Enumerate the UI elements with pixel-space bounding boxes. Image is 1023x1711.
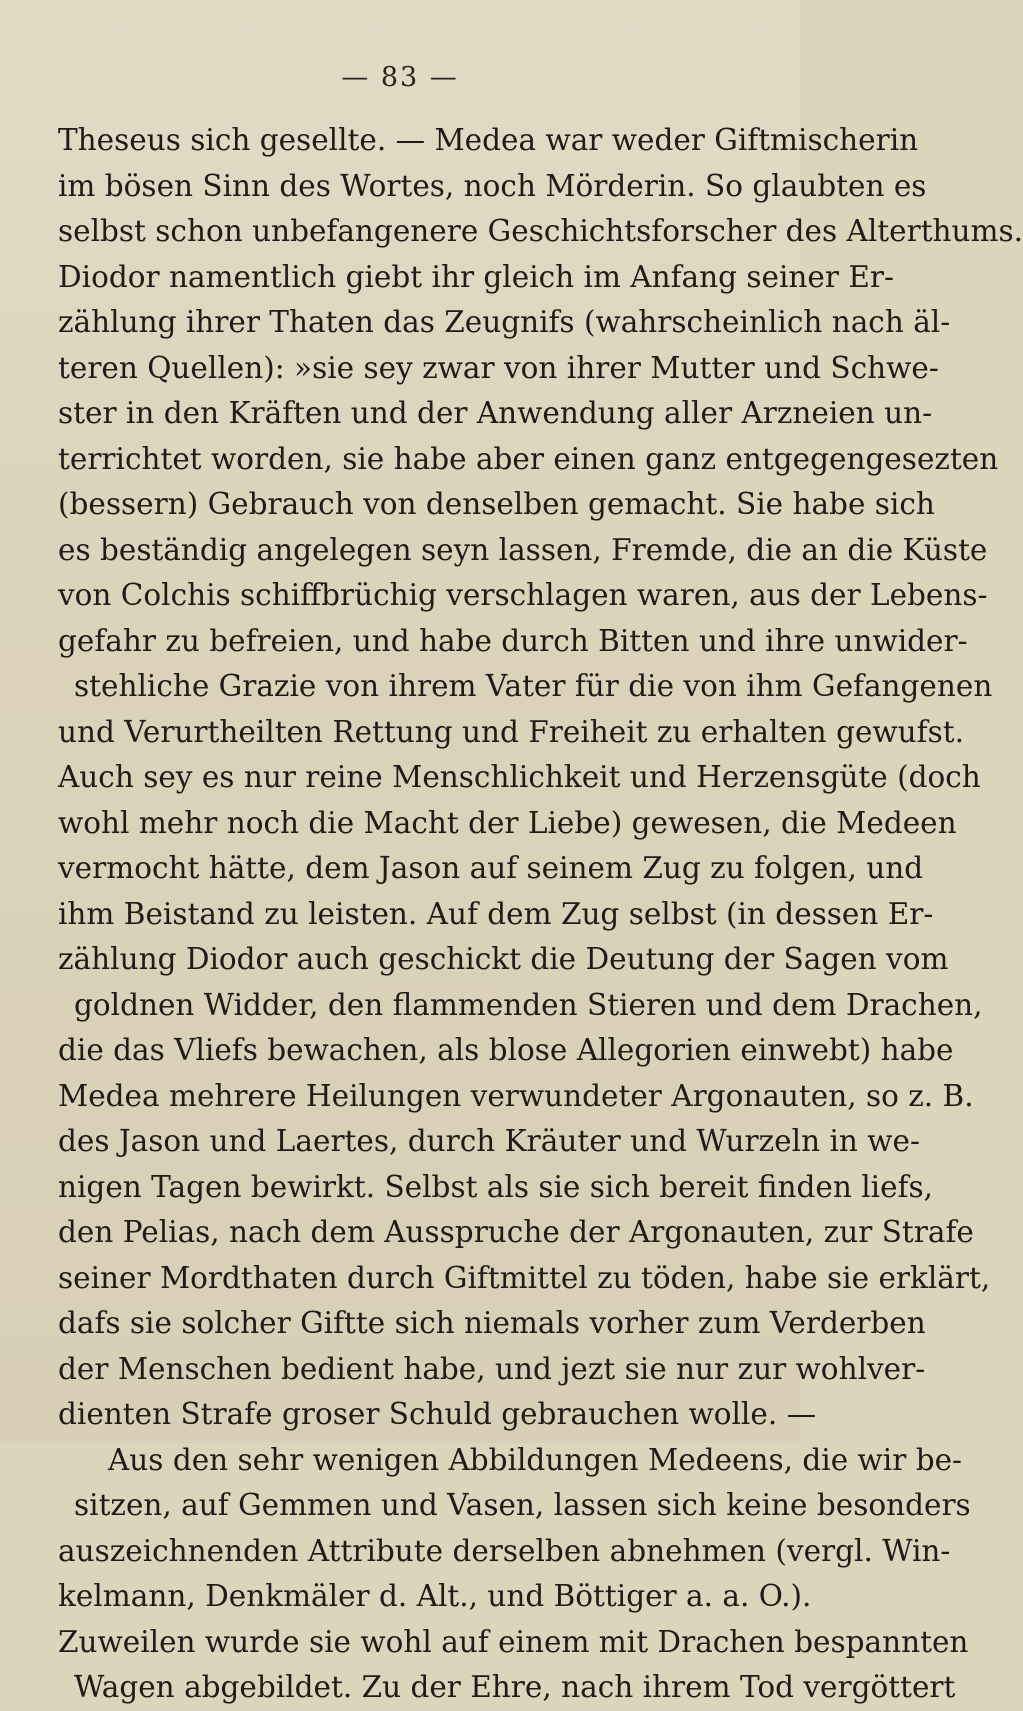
text-line: ihm Beistand zu leisten. Auf dem Zug selbst (in dessen Er- <box>58 896 934 931</box>
text-line: Theseus sich gesellte. — Medea war weder Giftmischerin <box>58 123 919 157</box>
text-line: (bessern) Gebrauch von denselben gemacht. Sie habe sich <box>58 487 935 521</box>
text-line: Zuweilen wurde sie wohl auf einem mit Drachen bespannten <box>58 1624 969 1659</box>
text-line: terrichtet worden, sie habe aber einen ganz entgegengesezten <box>58 441 999 476</box>
text-line: Wagen abgebildet. Zu der Ehre, nach ihrem Tod vergöttert <box>74 1670 956 1704</box>
text-line: zählung ihrer Thaten das Zeugnifs (wahrscheinlich nach äl- <box>58 305 951 339</box>
text-line: sitzen, auf Gemmen und Vasen, lassen sich keine besonders <box>74 1488 971 1522</box>
text-line: wohl mehr noch die Macht der Liebe) gewesen, die Medeen <box>58 805 957 840</box>
text-line: im bösen Sinn des Wortes, noch Mörderin. So glaubten es <box>58 168 927 203</box>
text-line: gefahr zu befreien, und habe durch Bitten und ihre unwider- <box>58 623 968 658</box>
text-line: zählung Diodor auch geschickt die Deutung der Sagen vom <box>58 942 949 976</box>
text-line: es beständig angelegen seyn lassen, Fremde, die an die Küste <box>58 532 988 567</box>
body-text <box>58 118 1023 1711</box>
text-line: ster in den Kräften und der Anwendung aller Arzneien un- <box>58 396 933 430</box>
text-line: kelmann, Denkmäler d. Alt., und Böttiger a. a. O.). <box>58 1579 812 1613</box>
text-line: des Jason und Laertes, durch Kräuter und Wurzeln in we- <box>58 1124 920 1158</box>
text-line: goldnen Widder, den flammenden Stieren und dem Drachen, <box>74 987 983 1022</box>
text-line: Medea mehrere Heilungen verwundeter Argonauten, so z. B. <box>58 1078 974 1113</box>
text-line: selbst schon unbefangenere Geschichtsforscher des Alterthums. <box>58 214 1023 248</box>
text-line: dafs sie solcher Giftte sich niemals vorher zum Verderben <box>58 1306 926 1340</box>
text-line: Aus den sehr wenigen Abbildungen Medeens, die wir be- <box>108 1442 963 1477</box>
text-line: Auch sey es nur reine Menschlichkeit und Herzensgüte (doch <box>58 760 981 794</box>
text-line: teren Quellen): »sie sey zwar von ihrer Mutter und Schwe- <box>58 350 939 385</box>
text-line: vermocht hätte, dem Jason auf seinem Zug zu folgen, und <box>58 851 924 885</box>
text-line: dienten Strafe groser Schuld gebrauchen wolle. — <box>58 1397 817 1431</box>
text-line: nigen Tagen bewirkt. Selbst als sie sich bereit finden liefs, <box>58 1169 933 1204</box>
text-line: stehliche Grazie von ihrem Vater für die von ihm Gefangenen <box>74 669 993 703</box>
text-line: auszeichnenden Attribute derselben abnehmen (vergl. Win- <box>58 1533 951 1568</box>
text-line: von Colchis schiffbrüchig verschlagen waren, aus der Lebens- <box>58 578 988 612</box>
page-number: — 83 — <box>341 62 459 93</box>
text-line: seiner Mordthaten durch Giftmittel zu töden, habe sie erklärt, <box>58 1260 991 1295</box>
text-line: die das Vliefs bewachen, als blose Allegorien einwebt) habe <box>58 1033 954 1067</box>
text-line: Diodor namentlich giebt ihr gleich im Anfang seiner Er- <box>58 259 894 294</box>
text-line: den Pelias, nach dem Ausspruche der Argonauten, zur Strafe <box>58 1215 974 1249</box>
text-line: der Menschen bedient habe, und jezt sie nur zur wohlver- <box>58 1351 926 1386</box>
text-line: und Verurtheilten Rettung und Freiheit zu erhalten gewufst. <box>58 714 964 749</box>
